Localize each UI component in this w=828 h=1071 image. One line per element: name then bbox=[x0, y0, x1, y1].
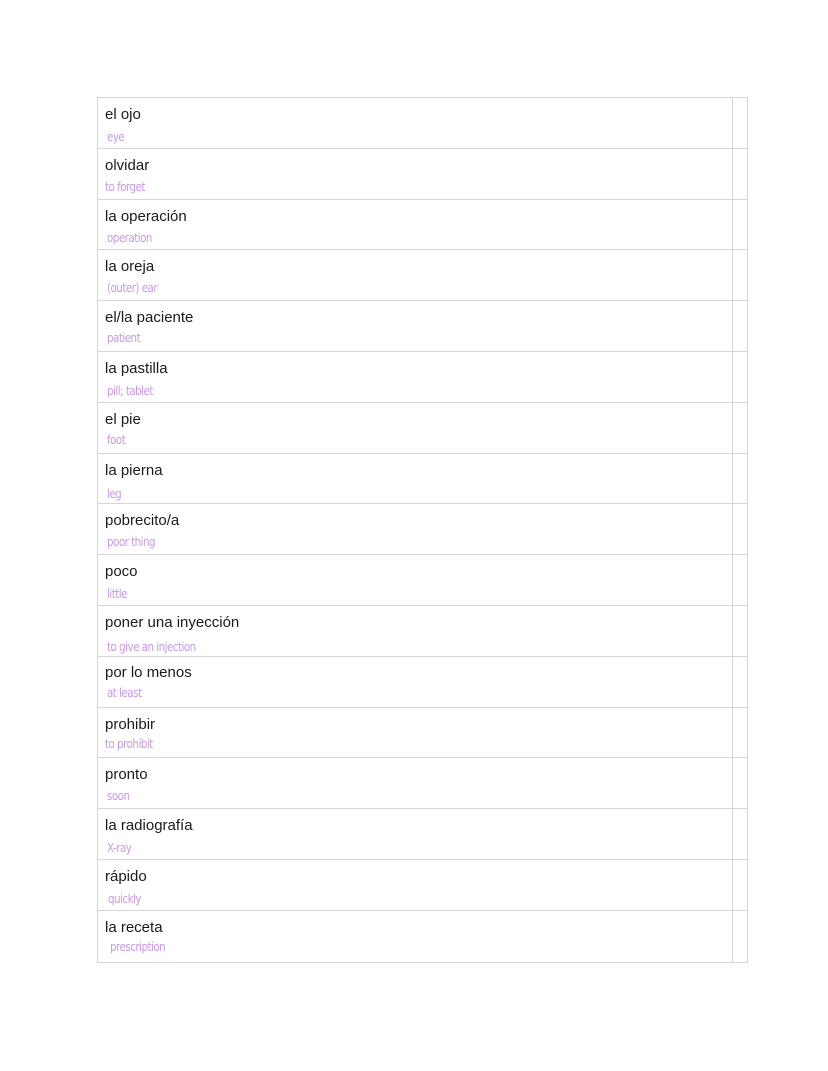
translation-text: at least bbox=[107, 685, 142, 700]
word-cell bbox=[98, 555, 732, 605]
word-cell bbox=[98, 504, 732, 554]
word-cell bbox=[98, 403, 732, 453]
side-cell bbox=[732, 708, 747, 758]
vocabulary-row bbox=[98, 504, 747, 555]
vocabulary-row bbox=[98, 149, 747, 200]
vocabulary-row bbox=[98, 911, 747, 962]
vocabulary-row bbox=[98, 454, 747, 505]
translation-text: X-ray bbox=[107, 841, 132, 856]
vocabulary-row bbox=[98, 758, 747, 809]
translation-text: to forget bbox=[105, 179, 145, 194]
word-cell bbox=[98, 250, 732, 300]
word-cell bbox=[98, 657, 732, 707]
translation-text: prescription bbox=[110, 939, 166, 954]
side-cell bbox=[732, 555, 747, 605]
term-text: la radiografía bbox=[105, 817, 193, 835]
term-text: rápido bbox=[105, 867, 147, 885]
side-cell bbox=[732, 98, 747, 148]
translation-text: operation bbox=[107, 230, 152, 245]
side-cell bbox=[732, 301, 747, 351]
term-text: la pierna bbox=[105, 461, 163, 479]
term-text: pobrecito/a bbox=[105, 512, 180, 530]
translation-text: leg bbox=[107, 486, 122, 501]
side-cell bbox=[732, 606, 747, 656]
term-text: el pie bbox=[105, 410, 141, 428]
translation-text: eye bbox=[107, 130, 125, 144]
side-cell bbox=[732, 911, 747, 962]
vocabulary-table bbox=[97, 97, 748, 963]
term-text: olvidar bbox=[105, 156, 150, 174]
side-cell bbox=[732, 454, 747, 504]
side-cell bbox=[732, 504, 747, 554]
word-cell bbox=[98, 708, 732, 758]
translation-text: little bbox=[107, 587, 127, 602]
translation-text: (outer) ear bbox=[107, 281, 158, 296]
term-text: la oreja bbox=[105, 258, 155, 276]
term-text: prohibir bbox=[105, 715, 156, 733]
side-cell bbox=[732, 758, 747, 808]
vocabulary-row bbox=[98, 708, 747, 759]
word-cell bbox=[98, 911, 732, 962]
word-cell bbox=[98, 860, 732, 910]
side-cell bbox=[732, 809, 747, 859]
side-cell bbox=[732, 403, 747, 453]
word-cell bbox=[98, 301, 732, 351]
vocabulary-row bbox=[98, 352, 747, 403]
translation-text: soon bbox=[107, 789, 130, 804]
vocabulary-row bbox=[98, 250, 747, 301]
vocabulary-row bbox=[98, 555, 747, 606]
term-text: por lo menos bbox=[105, 663, 192, 681]
word-cell bbox=[98, 454, 732, 504]
word-cell bbox=[98, 149, 732, 199]
word-cell bbox=[98, 758, 732, 808]
vocabulary-row bbox=[98, 98, 747, 149]
vocabulary-row bbox=[98, 403, 747, 454]
term-text: el/la paciente bbox=[105, 309, 194, 327]
term-text: la pastilla bbox=[105, 359, 168, 377]
translation-text: quickly bbox=[108, 891, 141, 906]
term-text: la receta bbox=[105, 918, 163, 936]
translation-text: to prohibit bbox=[105, 736, 153, 751]
side-cell bbox=[732, 860, 747, 910]
vocabulary-row bbox=[98, 860, 747, 911]
term-text: pronto bbox=[105, 766, 148, 784]
vocabulary-row bbox=[98, 200, 747, 251]
word-cell bbox=[98, 606, 732, 656]
term-text: la operación bbox=[105, 207, 187, 225]
word-cell bbox=[98, 809, 732, 859]
term-text: poner una inyección bbox=[105, 613, 240, 631]
word-cell bbox=[98, 98, 732, 148]
side-cell bbox=[732, 149, 747, 199]
translation-text: pill; tablet bbox=[107, 383, 153, 398]
vocabulary-row bbox=[98, 657, 747, 708]
translation-text: patient bbox=[107, 331, 141, 346]
word-cell bbox=[98, 352, 732, 402]
side-cell bbox=[732, 657, 747, 707]
translation-text: poor thing bbox=[107, 535, 156, 550]
side-cell bbox=[732, 250, 747, 300]
vocabulary-row bbox=[98, 301, 747, 352]
translation-text: to give an injection bbox=[107, 639, 196, 654]
word-cell bbox=[98, 200, 732, 250]
vocabulary-row bbox=[98, 809, 747, 860]
side-cell bbox=[732, 200, 747, 250]
side-cell bbox=[732, 352, 747, 402]
term-text: el ojo bbox=[105, 106, 141, 123]
translation-text: foot bbox=[107, 432, 126, 447]
term-text: poco bbox=[105, 563, 138, 581]
vocabulary-row bbox=[98, 606, 747, 657]
